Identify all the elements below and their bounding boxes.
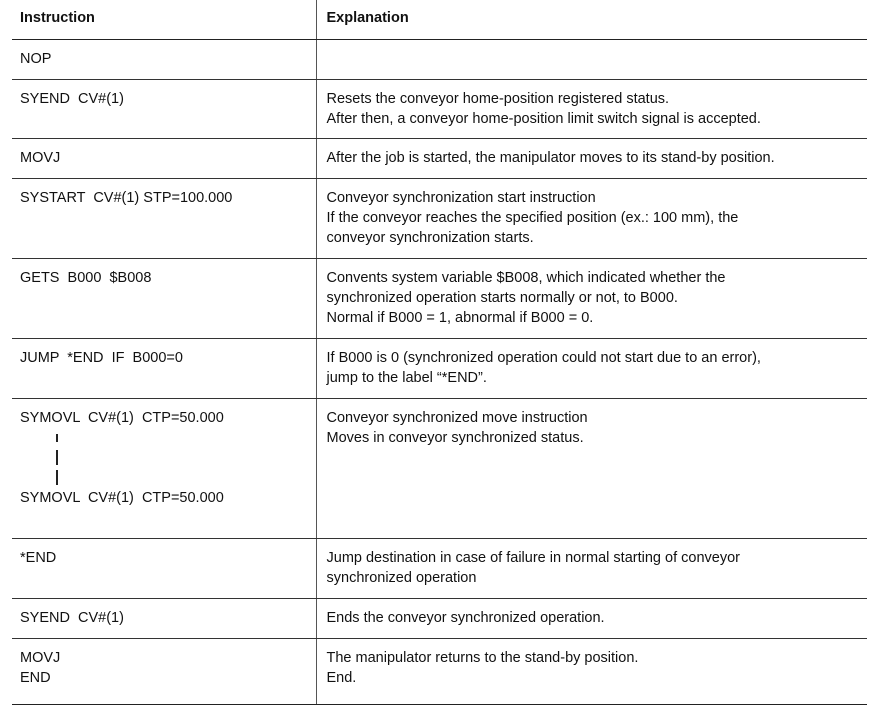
instruction-cell (12, 258, 316, 338)
explanation-line: After then, a conveyor home-position limit switch signal is accepted. (326, 110, 761, 127)
continuation-marker (20, 428, 316, 448)
explanation-line: conveyor synchronization starts. (326, 229, 534, 246)
instruction-line: SYMOVL CV#(1) CTP=50.000 (20, 489, 224, 506)
instruction-line: SYMOVL CV#(1) CTP=50.000 (20, 409, 224, 426)
explanation-cell (316, 398, 867, 538)
instruction-line: *END (20, 549, 57, 566)
table-row (12, 338, 867, 398)
explanation-line: Normal if B000 = 1, abnormal if B000 = 0. (326, 309, 594, 326)
instruction-line: JUMP *END IF B000=0 (20, 349, 183, 366)
instruction-line: SYEND CV#(1) (20, 90, 124, 107)
table-row (12, 638, 867, 704)
instruction-header: Instruction (12, 0, 316, 39)
continuation-marker (20, 468, 316, 488)
explanation-cell (316, 258, 867, 338)
instruction-cell (12, 638, 316, 704)
table-row (12, 178, 867, 258)
explanation-line: The manipulator returns to the stand-by position. (326, 649, 639, 666)
instruction-line: NOP (20, 50, 52, 67)
explanation-header: Explanation (316, 0, 867, 39)
explanation-line: Conveyor synchronized move instruction (326, 409, 588, 426)
explanation-line: synchronized operation starts normally or not, to B000. (326, 289, 678, 306)
explanation-line: Jump destination in case of failure in normal starting of conveyor (326, 549, 740, 566)
explanation-line: jump to the label “*END”. (326, 369, 487, 386)
instruction-cell (12, 598, 316, 638)
explanation-cell (316, 39, 867, 79)
instruction-line: SYEND CV#(1) (20, 609, 124, 626)
explanation-line: Resets the conveyor home-position registered status. (326, 90, 670, 107)
continuation-marker (20, 448, 316, 468)
instruction-cell (12, 538, 316, 598)
table-row (12, 398, 867, 538)
table-row (12, 138, 867, 178)
instruction-cell (12, 398, 316, 538)
table-row (12, 258, 867, 338)
instruction-cell (12, 39, 316, 79)
explanation-line: End. (326, 669, 357, 686)
explanation-cell (316, 138, 867, 178)
instruction-line: END (20, 669, 51, 686)
explanation-cell (316, 178, 867, 258)
explanation-cell (316, 338, 867, 398)
explanation-line: If B000 is 0 (synchronized operation could not start due to an error), (326, 349, 761, 366)
explanation-line: Ends the conveyor synchronized operation. (326, 609, 605, 626)
header-row (12, 0, 867, 39)
explanation-line: Convents system variable $B008, which indicated whether the (326, 269, 726, 286)
instruction-cell (12, 338, 316, 398)
instruction-cell (12, 138, 316, 178)
table-row (12, 79, 867, 138)
instruction-cell (12, 79, 316, 138)
instruction-line: MOVJ (20, 649, 61, 666)
explanation-cell (316, 598, 867, 638)
table-row (12, 39, 867, 79)
instruction-table (12, 0, 867, 705)
table-row (12, 538, 867, 598)
instruction-line: MOVJ (20, 149, 61, 166)
explanation-line: If the conveyor reaches the specified position (ex.: 100 mm), the (326, 209, 739, 226)
explanation-line: Moves in conveyor synchronized status. (326, 429, 584, 446)
explanation-line: After the job is started, the manipulator moves to its stand-by position. (326, 149, 775, 166)
explanation-line: Conveyor synchronization start instruction (326, 189, 596, 206)
explanation-cell (316, 538, 867, 598)
explanation-line: synchronized operation (326, 569, 477, 586)
instruction-cell (12, 178, 316, 258)
instruction-line: GETS B000 $B008 (20, 269, 152, 286)
instruction-line: SYSTART CV#(1) STP=100.000 (20, 189, 233, 206)
explanation-cell (316, 79, 867, 138)
table-row (12, 598, 867, 638)
explanation-cell (316, 638, 867, 704)
